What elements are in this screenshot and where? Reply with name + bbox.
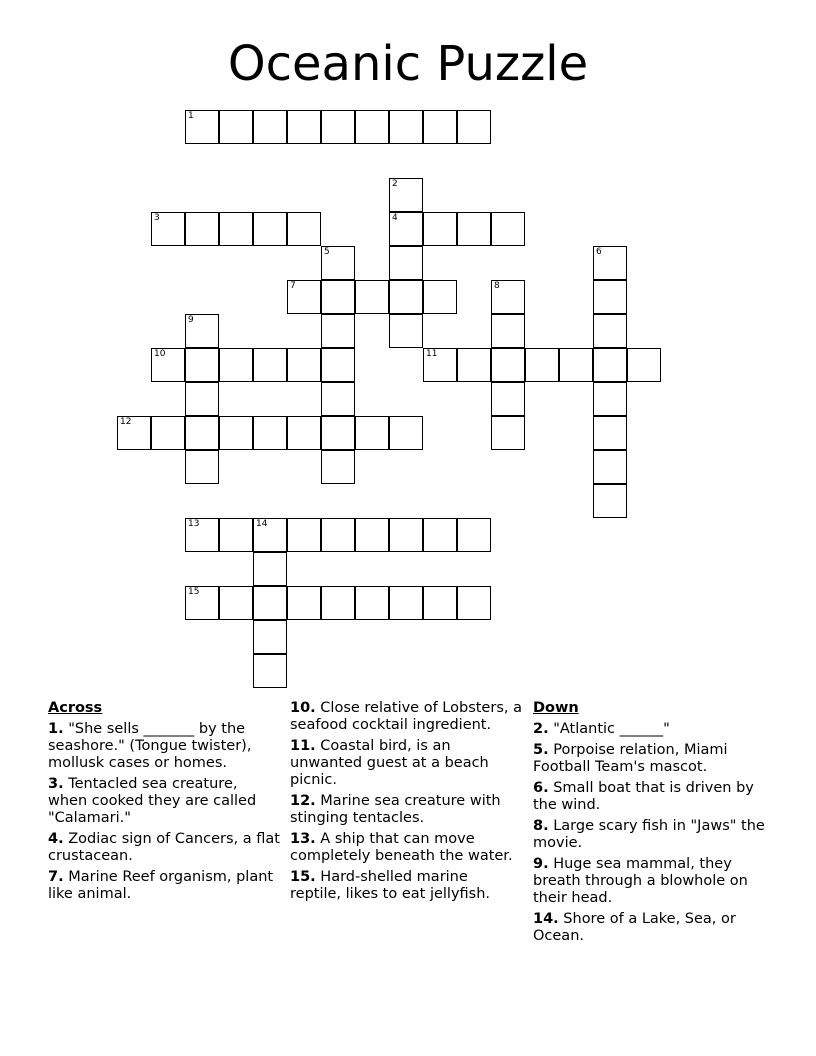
grid-cell[interactable] bbox=[389, 212, 423, 246]
clue-item-text: Small boat that is driven by the wind. bbox=[533, 780, 754, 813]
clue-number: 5 bbox=[324, 247, 330, 257]
grid-cell[interactable] bbox=[287, 348, 321, 382]
grid-cell[interactable] bbox=[321, 450, 355, 484]
clue-number: 10 bbox=[154, 349, 166, 359]
grid-cell[interactable] bbox=[219, 110, 253, 144]
clue-item-number: 1. bbox=[48, 721, 64, 737]
grid-cell[interactable] bbox=[423, 518, 457, 552]
clue-item-text: Close relative of Lobsters, a seafood cocktail ingredient. bbox=[290, 700, 522, 733]
clue-column-down bbox=[533, 700, 773, 949]
clue-item-text: Large scary fish in "Jaws" the movie. bbox=[533, 818, 765, 851]
grid-cell[interactable] bbox=[185, 518, 219, 552]
clue-item-number: 8. bbox=[533, 818, 549, 834]
clue-item-text: "She sells _______ by the seashore." (Tongue twister), mollusk cases or homes. bbox=[48, 721, 252, 771]
clue-number: 15 bbox=[188, 587, 200, 597]
grid-cell[interactable] bbox=[491, 314, 525, 348]
grid-cell[interactable] bbox=[151, 212, 185, 246]
grid-cell[interactable] bbox=[151, 416, 185, 450]
grid-cell[interactable] bbox=[321, 416, 355, 450]
page-title: Oceanic Puzzle bbox=[227, 36, 589, 92]
grid-cell[interactable] bbox=[355, 518, 389, 552]
grid-cell[interactable] bbox=[389, 110, 423, 144]
grid-cell[interactable] bbox=[491, 416, 525, 450]
grid-cell[interactable] bbox=[185, 314, 219, 348]
grid-cell[interactable] bbox=[151, 348, 185, 382]
grid-cell[interactable] bbox=[185, 212, 219, 246]
grid-cell[interactable] bbox=[389, 314, 423, 348]
clue-item-text: Marine sea creature with stinging tentacles. bbox=[290, 793, 501, 826]
grid-cell[interactable] bbox=[457, 212, 491, 246]
clue-item bbox=[48, 831, 280, 865]
grid-cell[interactable] bbox=[457, 586, 491, 620]
grid-cell[interactable] bbox=[593, 382, 627, 416]
grid-cell[interactable] bbox=[593, 416, 627, 450]
grid-cell[interactable] bbox=[321, 586, 355, 620]
grid-cell[interactable] bbox=[321, 246, 355, 280]
clue-item-text: Tentacled sea creature, when cooked they are called "Calamari." bbox=[48, 776, 257, 826]
clue-column-across-continued bbox=[290, 700, 522, 907]
clue-number: 2 bbox=[392, 179, 398, 189]
grid-cell[interactable] bbox=[287, 518, 321, 552]
clue-item-number: 13. bbox=[290, 831, 316, 847]
clue-item-number: 5. bbox=[533, 742, 549, 758]
clue-item bbox=[533, 742, 773, 776]
grid-cell[interactable] bbox=[491, 348, 525, 382]
grid-cell[interactable] bbox=[389, 280, 423, 314]
clue-number: 8 bbox=[494, 281, 500, 291]
clue-item-number: 11. bbox=[290, 738, 316, 754]
clue-item bbox=[48, 869, 280, 903]
grid-cell[interactable] bbox=[423, 348, 457, 382]
grid-cell[interactable] bbox=[355, 280, 389, 314]
clue-number: 13 bbox=[188, 519, 200, 529]
clue-item-number: 6. bbox=[533, 780, 549, 796]
grid-cell[interactable] bbox=[491, 280, 525, 314]
grid-cell[interactable] bbox=[321, 348, 355, 382]
clue-item bbox=[533, 818, 773, 852]
down-heading: Down bbox=[533, 700, 579, 716]
clue-item-text: Shore of a Lake, Sea, or Ocean. bbox=[533, 911, 736, 944]
clue-item bbox=[290, 831, 522, 865]
clue-item bbox=[290, 793, 522, 827]
clue-item bbox=[533, 856, 773, 907]
grid-cell[interactable] bbox=[389, 518, 423, 552]
grid-cell[interactable] bbox=[253, 518, 287, 552]
grid-cell[interactable] bbox=[253, 552, 287, 586]
grid-cell[interactable] bbox=[321, 314, 355, 348]
grid-cell[interactable] bbox=[627, 348, 661, 382]
clue-number: 7 bbox=[290, 281, 296, 291]
grid-cell[interactable] bbox=[593, 314, 627, 348]
grid-cell[interactable] bbox=[253, 654, 287, 688]
clue-item bbox=[533, 780, 773, 814]
grid-cell[interactable] bbox=[423, 280, 457, 314]
across-heading: Across bbox=[48, 700, 103, 716]
grid-cell[interactable] bbox=[423, 586, 457, 620]
clue-item-number: 15. bbox=[290, 869, 316, 885]
clue-item bbox=[290, 700, 522, 734]
clue-item-text: Huge sea mammal, they breath through a blowhole on their head. bbox=[533, 856, 748, 906]
grid-cell[interactable] bbox=[253, 212, 287, 246]
grid-cell[interactable] bbox=[219, 586, 253, 620]
grid-cell[interactable] bbox=[355, 586, 389, 620]
clue-column-across bbox=[48, 700, 280, 907]
clue-item-text: Marine Reef organism, plant like animal. bbox=[48, 869, 274, 902]
clue-item bbox=[290, 869, 522, 903]
grid-cell[interactable] bbox=[185, 382, 219, 416]
clue-item-number: 7. bbox=[48, 869, 64, 885]
clue-number: 9 bbox=[188, 315, 194, 325]
grid-cell[interactable] bbox=[559, 348, 593, 382]
clue-number: 4 bbox=[392, 213, 398, 223]
clue-item-number: 4. bbox=[48, 831, 64, 847]
grid-cell[interactable] bbox=[423, 110, 457, 144]
grid-cell[interactable] bbox=[321, 518, 355, 552]
clue-item-number: 9. bbox=[533, 856, 549, 872]
clue-number: 12 bbox=[120, 417, 132, 427]
grid-cell[interactable] bbox=[253, 110, 287, 144]
clue-number: 11 bbox=[426, 349, 438, 359]
grid-cell[interactable] bbox=[219, 212, 253, 246]
grid-cell[interactable] bbox=[457, 110, 491, 144]
clue-item-number: 12. bbox=[290, 793, 316, 809]
grid-cell[interactable] bbox=[185, 450, 219, 484]
clue-item-number: 14. bbox=[533, 911, 559, 927]
grid-cell[interactable] bbox=[321, 110, 355, 144]
grid-cell[interactable] bbox=[185, 416, 219, 450]
clue-item-number: 2. bbox=[533, 721, 549, 737]
grid-cell[interactable] bbox=[253, 348, 287, 382]
grid-cell[interactable] bbox=[355, 110, 389, 144]
clue-number: 14 bbox=[256, 519, 268, 529]
grid-cell[interactable] bbox=[321, 382, 355, 416]
grid-cell[interactable] bbox=[253, 416, 287, 450]
clue-item-number: 10. bbox=[290, 700, 316, 716]
clue-item bbox=[290, 738, 522, 789]
grid-cell[interactable] bbox=[389, 416, 423, 450]
clue-item-text: A ship that can move completely beneath the water. bbox=[290, 831, 513, 864]
grid-cell[interactable] bbox=[185, 348, 219, 382]
clue-number: 6 bbox=[596, 247, 602, 257]
clue-item bbox=[533, 721, 773, 738]
grid-cell[interactable] bbox=[423, 212, 457, 246]
grid-cell[interactable] bbox=[185, 586, 219, 620]
grid-cell[interactable] bbox=[525, 348, 559, 382]
grid-cell[interactable] bbox=[287, 416, 321, 450]
grid-cell[interactable] bbox=[321, 280, 355, 314]
grid-cell[interactable] bbox=[593, 450, 627, 484]
clue-item bbox=[48, 776, 280, 827]
grid-cell[interactable] bbox=[253, 586, 287, 620]
clue-item-number: 3. bbox=[48, 776, 64, 792]
grid-cell[interactable] bbox=[117, 416, 151, 450]
clue-item-text: Porpoise relation, Miami Football Team's mascot. bbox=[533, 742, 728, 775]
grid-cell[interactable] bbox=[593, 280, 627, 314]
grid-cell[interactable] bbox=[355, 416, 389, 450]
grid-cell[interactable] bbox=[287, 212, 321, 246]
grid-cell[interactable] bbox=[457, 518, 491, 552]
grid-cell[interactable] bbox=[593, 246, 627, 280]
grid-cell[interactable] bbox=[593, 484, 627, 518]
grid-cell[interactable] bbox=[457, 348, 491, 382]
grid-cell[interactable] bbox=[389, 178, 423, 212]
clue-item-text: Zodiac sign of Cancers, a flat crustacean. bbox=[48, 831, 280, 864]
clue-item-text: "Atlantic ______" bbox=[548, 721, 670, 737]
grid-cell[interactable] bbox=[287, 110, 321, 144]
grid-cell[interactable] bbox=[593, 348, 627, 382]
grid-cell[interactable] bbox=[491, 212, 525, 246]
grid-cell[interactable] bbox=[287, 586, 321, 620]
grid-cell[interactable] bbox=[253, 620, 287, 654]
clue-item bbox=[48, 721, 280, 772]
grid-cell[interactable] bbox=[185, 110, 219, 144]
clue-item bbox=[533, 911, 773, 945]
grid-cell[interactable] bbox=[287, 280, 321, 314]
clue-number: 3 bbox=[154, 213, 160, 223]
grid-cell[interactable] bbox=[219, 348, 253, 382]
clue-number: 1 bbox=[188, 111, 194, 121]
grid-cell[interactable] bbox=[219, 518, 253, 552]
grid-cell[interactable] bbox=[219, 416, 253, 450]
grid-cell[interactable] bbox=[389, 246, 423, 280]
grid-cell[interactable] bbox=[491, 382, 525, 416]
clue-item-text: Coastal bird, is an unwanted guest at a beach picnic. bbox=[290, 738, 489, 788]
clue-item-text: Hard-shelled marine reptile, likes to eat jellyfish. bbox=[290, 869, 491, 902]
grid-cell[interactable] bbox=[389, 586, 423, 620]
